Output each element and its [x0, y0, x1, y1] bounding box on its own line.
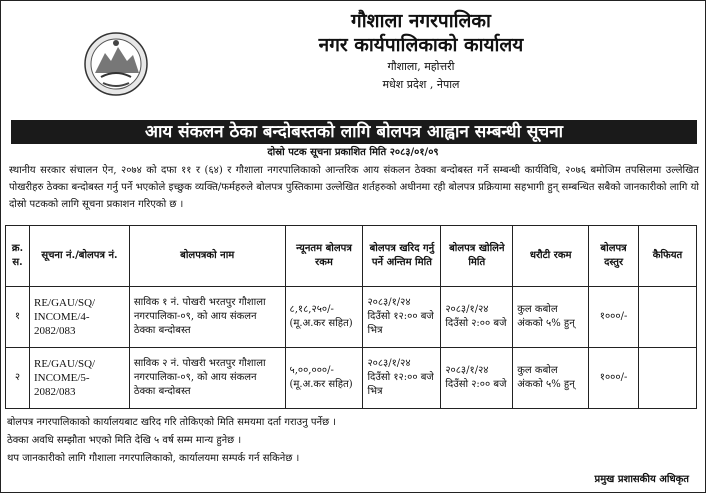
col-deposit: धरौटी रकम	[513, 226, 589, 287]
cell-remarks	[639, 348, 697, 409]
col-open-date: बोलपत्र खोलिने मिति	[441, 226, 513, 287]
cell-sn: २	[6, 348, 30, 409]
col-fee: बोलपत्र दस्तुर	[589, 226, 639, 287]
cell-min-amount: ५,००,०००/- (मू.अ.कर सहित)	[285, 348, 363, 409]
cell-deposit: कुल कबोल अंकको ५% हुन्	[513, 287, 589, 348]
table-row	[6, 348, 697, 409]
table-header-row	[6, 226, 697, 287]
cell-open-date: २०८३/१/२४ दिउँसो २:०० बजे	[441, 287, 513, 348]
footer-note-1: बोलपत्र नगरपालिकाको कार्यालयबाट खरिद गरि तोकिएको मिति समयमा दर्ता गराउनु पर्नेछ ।	[7, 417, 337, 428]
col-purchase-date: बोलपत्र खरिद गर्नु पर्ने अन्तिम मिति	[363, 226, 441, 287]
office-heading	[201, 9, 641, 93]
municipality-name: गौशाला नगरपालिका	[351, 10, 491, 32]
cell-sn: १	[6, 287, 30, 348]
publish-date-line: दोस्रो पटक सूचना प्रकाशित मिति २०८३/०१/०९	[267, 147, 439, 158]
cell-purchase-date: २०८३/१/२४ दिउँसो १२:०० बजे भित्र	[363, 348, 441, 409]
cell-min-amount: ८,१८,२५०/- (मू.अ.कर सहित)	[285, 287, 363, 348]
cell-notice-no: RE/GAU/SQ/ INCOME/4- 2082/083	[29, 287, 129, 348]
cell-deposit: कुल कबोल अंकको ५% हुन्	[513, 348, 589, 409]
cell-notice-no: RE/GAU/SQ/ INCOME/5- 2082/083	[29, 348, 129, 409]
cell-name: साविक २ नं. पोखरी भरतपुर गौशाला नगरपालिका-०९, को आय संकलन ठेक्का बन्दोबस्त	[129, 348, 285, 409]
col-sn: क्र. स.	[6, 226, 30, 287]
footer-note-3: थप जानकारीको लागि गौशाला नगरपालिकाको, कार्यालयमा सम्पर्क गर्न सकिनेछ ।	[7, 453, 300, 464]
col-name: बोलपत्रको नाम	[129, 226, 285, 287]
signature-title: प्रमुख प्रशासकीय अधिकृत	[594, 474, 689, 485]
intro-paragraph: स्थानीय सरकार संचालन ऐन, २०७४ को दफा ११ र (६४) र गौशाला नगरपालिकाको आन्तरिक आय संकलन ठेक्का बन्दोबस्त गर्ने सम्बन्धी कार्यविधि, २०७६ बमोजिम तपसिलमा उल्लेखित पोखरीहरु ठेक्का बन्दोबस्त गर्नु पर्ने भएकोले इच्छुक व्यक्ति/फर्महरुले बोलपत्र पुस्तिकामा उल्लेखित शर्तहरुको अधीनमा रही बोलपत्र प्रक्रियामा सहभागी हुन् सम्बन्धित सबैको जानकारीको लागि यो दोस्रो पटकको लागि सूचना प्रकाशन गरिएको छ ।	[9, 165, 699, 210]
footer-note-2: ठेक्का अवधि सम्झौता भएको मिति देखि ५ वर्ष सम्म मान्य हुनेछ ।	[7, 435, 242, 446]
tender-table	[5, 225, 697, 409]
office-province: मधेश प्रदेश , नेपाल	[382, 78, 460, 91]
cell-fee: १०००/-	[589, 348, 639, 409]
office-location: गौशाला, महोत्तरी	[387, 60, 455, 73]
cell-name: साविक १ नं. पोखरी भरतपुर गौशाला नगरपालिका-०९, को आय संकलन ठेक्का बन्दोबस्त	[129, 287, 285, 348]
cell-open-date: २०८३/१/२४ दिउँसो २:०० बजे	[441, 348, 513, 409]
header	[1, 1, 705, 119]
notice-title-banner: आय संकलन ठेका बन्दोबस्तको लागि बोलपत्र आह्वान सम्बन्धी सूचना	[11, 120, 697, 144]
cell-remarks	[639, 287, 697, 348]
office-name: नगर कार्यपालिकाको कार्यालय	[318, 34, 524, 56]
col-notice-no: सूचना नं./बोलपत्र नं.	[29, 226, 129, 287]
nepal-emblem-icon	[83, 31, 149, 97]
cell-purchase-date: २०८३/१/२४ दिउँसो १२:०० बजे भित्र	[363, 287, 441, 348]
col-remarks: कैफियत	[639, 226, 697, 287]
col-min-amount: न्यूनतम बोलपत्र रकम	[285, 226, 363, 287]
cell-fee: १०००/-	[589, 287, 639, 348]
table-row	[6, 287, 697, 348]
